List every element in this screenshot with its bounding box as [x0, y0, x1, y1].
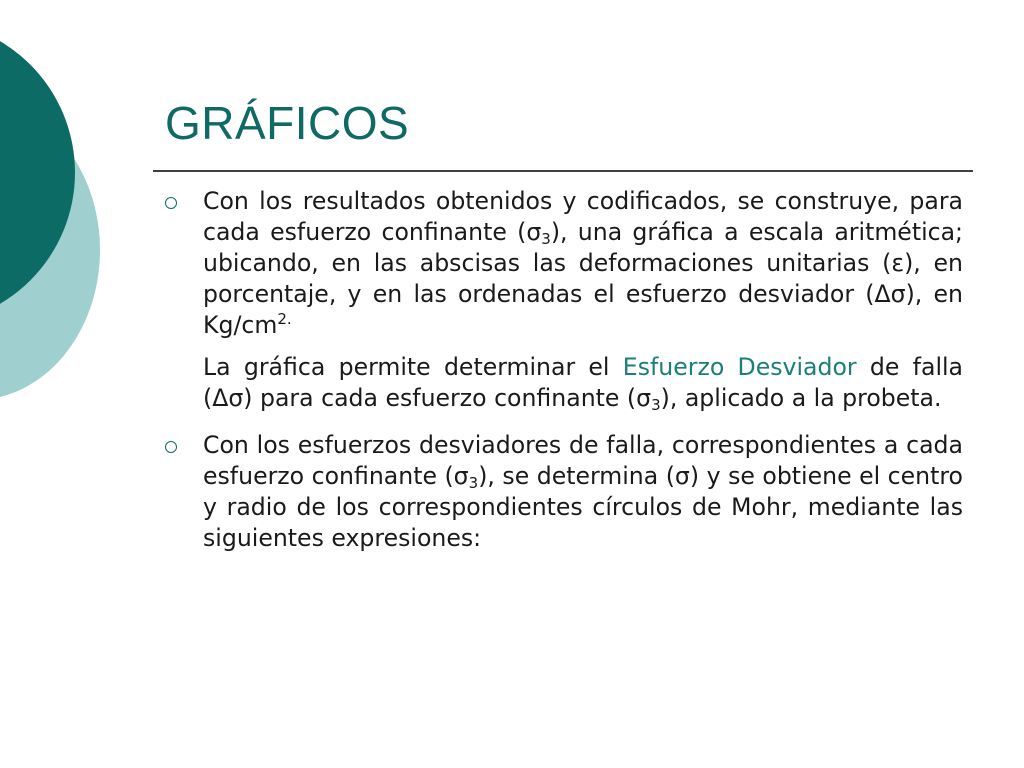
superscript: 2. [277, 310, 292, 328]
bullet-circle-icon [165, 441, 177, 453]
bullet-paragraph [203, 352, 963, 414]
bullet-item [163, 186, 963, 414]
text-run: Con los esfuerzos desviadores de falla, correspondientes a cada esfuerzo confinante (σ [203, 431, 963, 490]
subscript: 3 [541, 230, 551, 248]
bullet-circle-icon [165, 197, 177, 209]
text-run: ), se determina (σ) y se obtiene el centro y radio de los correspondientes círculos de Mohr, mediante las siguientes expresiones: [203, 462, 963, 552]
slide-title: GRÁFICOS [165, 97, 410, 149]
text-run: Con los resultados obtenidos y codificados, se construye, para cada esfuerzo confinante (σ [203, 187, 963, 246]
text-run: La gráfica permite determinar el [203, 353, 623, 381]
bullet-item [163, 430, 963, 554]
title-divider [153, 170, 973, 172]
subscript: 3 [468, 474, 479, 492]
subscript: 3 [651, 396, 661, 414]
text-run: de falla (Δσ) para cada esfuerzo confinante (σ [203, 353, 964, 412]
highlighted-term: Esfuerzo Desviador [622, 353, 857, 381]
text-run: ), aplicado a la probeta. [660, 384, 942, 412]
slide-body [163, 186, 963, 570]
text-run: ), una gráfica a escala aritmética; ubicando, en las abscisas las deformaciones unitarias (ε), en porcentaje, y en las ordenadas el esfuerzo desviador (Δσ), en Kg/cm [203, 218, 963, 339]
bullet-paragraph [203, 186, 963, 341]
bullet-paragraph [203, 430, 963, 554]
